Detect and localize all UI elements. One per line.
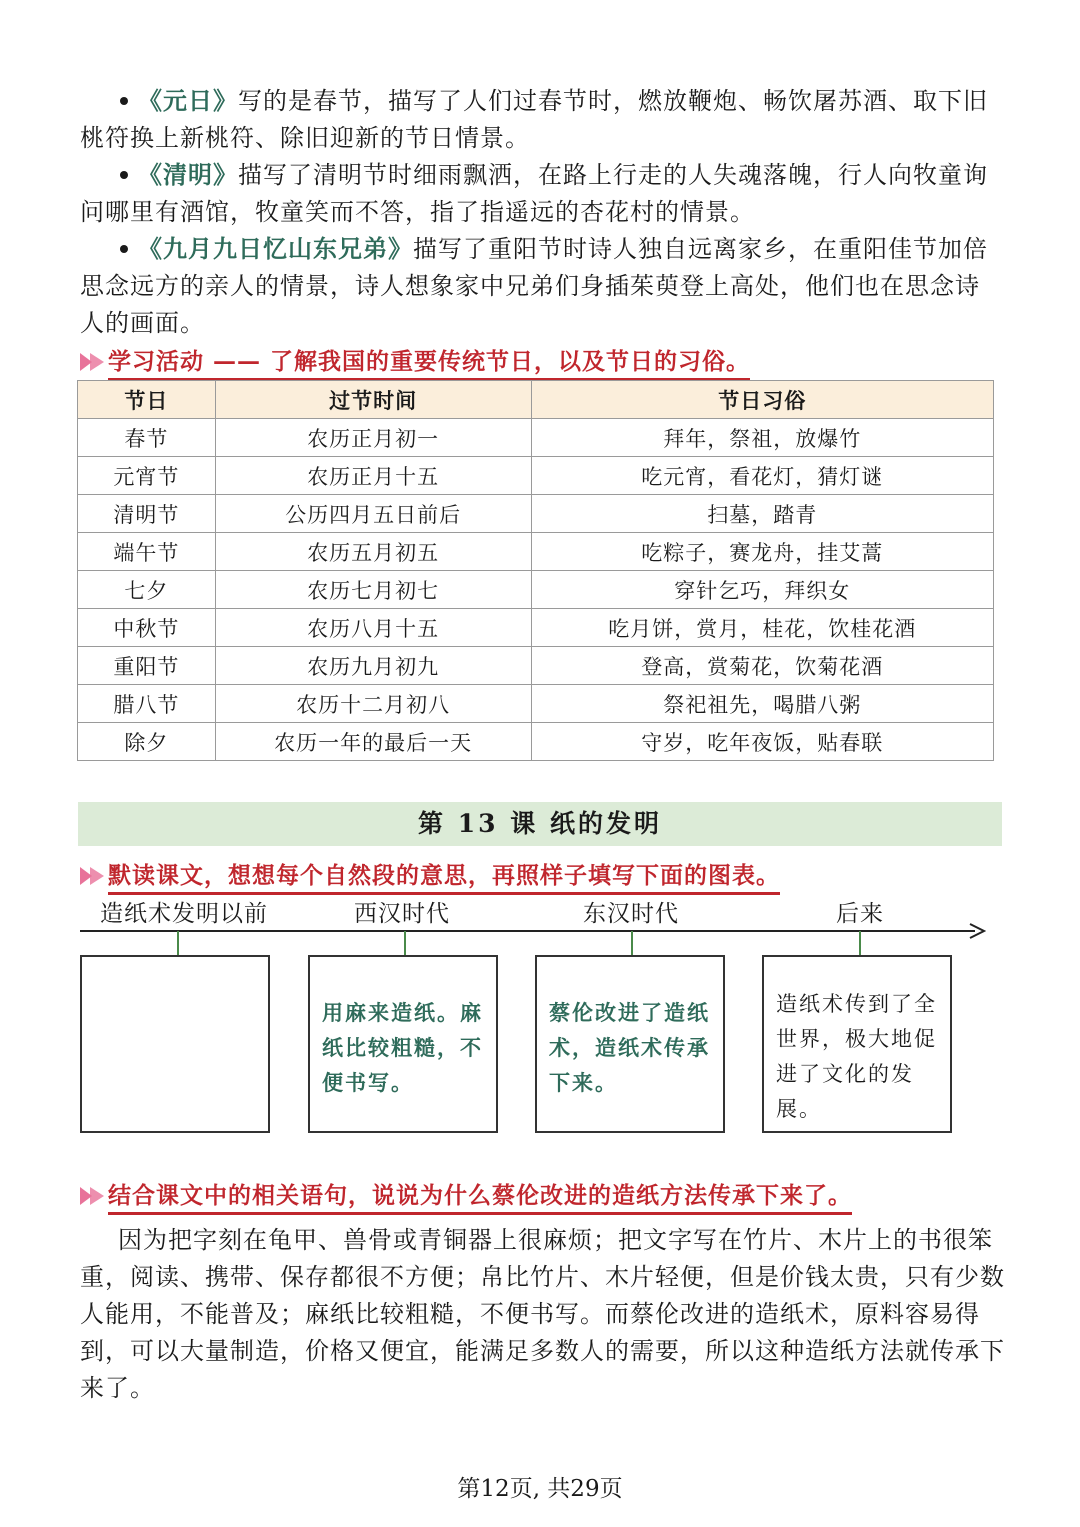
double-arrow-icon — [80, 1185, 106, 1207]
poem-title: 《元日》 — [138, 86, 238, 115]
table-cell: 扫墓，踏青 — [531, 495, 994, 533]
table-row — [78, 609, 994, 647]
column-header: 过节时间 — [215, 381, 531, 419]
table-cell: 吃元宵，看花灯，猜灯谜 — [531, 457, 994, 495]
timeline-axis — [80, 930, 975, 932]
table-header-row — [78, 381, 994, 419]
table-row — [78, 533, 994, 571]
festival-table — [77, 380, 994, 761]
answer-paragraph: 因为把字刻在龟甲、兽骨或青铜器上很麻烦；把文字写在竹片、木片上的书很笨重，阅读、携带、保存都很不方便；帛比竹片、木片轻便，但是价钱太贵，只有少数人能用，不能普及；麻纸比较粗糙，不便书写。而蔡伦改进的造纸术，原料容易得到，可以大量制造，价格又便宜，能满足多数人的需要，所以这种造纸方法就传承下来了。 — [80, 1226, 1005, 1402]
timeline-box-western-han: 用麻来造纸。麻纸比较粗糙，不便书写。 — [308, 955, 498, 1133]
bullet-icon — [120, 245, 128, 253]
table-cell: 农历正月十五 — [215, 457, 531, 495]
timeline-tick — [859, 931, 861, 955]
table-cell: 清明节 — [78, 495, 216, 533]
poem-title: 《九月九日忆山东兄弟》 — [138, 234, 413, 263]
table-cell: 农历八月十五 — [215, 609, 531, 647]
table-row — [78, 685, 994, 723]
table-row — [78, 647, 994, 685]
poem-description: 描写了清明节时细雨飘洒，在路上行走的人失魂落魄，行人向牧童询问哪里有酒馆，牧童笑而不答，指了指遥远的杏花村的情景。 — [80, 161, 988, 226]
table-cell: 农历一年的最后一天 — [215, 723, 531, 761]
table-cell: 重阳节 — [78, 647, 216, 685]
poem-description: 描写了重阳节时诗人独自远离家乡，在重阳佳节加倍思念远方的亲人的情景，诗人想象家中兄弟们身插茱萸登上高处，他们也在思念诗人的画面。 — [80, 235, 988, 337]
timeline-label-later: 后来 — [836, 901, 884, 927]
poem-paragraph-yuanri — [80, 82, 1000, 157]
table-cell: 吃月饼，赏月，桂花，饮桂花酒 — [531, 609, 994, 647]
arrow-right-icon — [968, 923, 986, 939]
lesson-title: 第 13 课 纸的发明 — [78, 802, 1002, 846]
table-cell: 守岁，吃年夜饭，贴春联 — [531, 723, 994, 761]
timeline-tick — [177, 931, 179, 955]
table-cell: 农历七月初七 — [215, 571, 531, 609]
timeline-tick — [404, 931, 406, 955]
activity-heading-question: 结合课文中的相关语句，说说为什么蔡伦改进的造纸方法传承下来了。 — [80, 1177, 852, 1215]
table-cell: 吃粽子，赛龙舟，挂艾蒿 — [531, 533, 994, 571]
table-row — [78, 571, 994, 609]
table-cell: 腊八节 — [78, 685, 216, 723]
poem-description: 写的是春节，描写了人们过春节时，燃放鞭炮、畅饮屠苏酒、取下旧桃符换上新桃符、除旧迎新的节日情景。 — [80, 87, 988, 152]
poem-paragraph-jiuyue — [80, 230, 1000, 342]
table-cell: 祭祀祖先，喝腊八粥 — [531, 685, 994, 723]
table-cell: 除夕 — [78, 723, 216, 761]
poem-title: 《清明》 — [138, 160, 238, 189]
table-row — [78, 723, 994, 761]
table-cell: 元宵节 — [78, 457, 216, 495]
table-cell: 春节 — [78, 419, 216, 457]
timeline-label-eastern-han: 东汉时代 — [583, 901, 679, 927]
double-arrow-icon — [80, 865, 106, 887]
table-cell: 登高，赏菊花，饮菊花酒 — [531, 647, 994, 685]
bullet-icon — [120, 171, 128, 179]
table-cell: 端午节 — [78, 533, 216, 571]
activity-heading-festivals: 学习活动 —— 了解我国的重要传统节日，以及节日的习俗。 — [80, 343, 750, 381]
column-header: 节日 — [78, 381, 216, 419]
table-row — [78, 419, 994, 457]
table-cell: 七夕 — [78, 571, 216, 609]
timeline-box-later: 造纸术传到了全世界，极大地促进了文化的发展。 — [762, 955, 952, 1133]
poem-paragraph-qingming — [80, 156, 1000, 231]
timeline-box-eastern-han: 蔡伦改进了造纸术，造纸术传承下来。 — [535, 955, 725, 1133]
table-cell: 农历十二月初八 — [215, 685, 531, 723]
table-cell: 穿针乞巧，拜织女 — [531, 571, 994, 609]
table-cell: 农历正月初一 — [215, 419, 531, 457]
timeline-label-before: 造纸术发明以前 — [100, 901, 268, 927]
column-header: 节日习俗 — [531, 381, 994, 419]
activity-heading-chart: 默读课文，想想每个自然段的意思，再照样子填写下面的图表。 — [80, 857, 780, 895]
table-cell: 农历九月初九 — [215, 647, 531, 685]
table-row — [78, 457, 994, 495]
table-cell: 公历四月五日前后 — [215, 495, 531, 533]
table-cell: 拜年，祭祖，放爆竹 — [531, 419, 994, 457]
table-row — [78, 495, 994, 533]
double-arrow-icon — [80, 351, 106, 373]
table-cell: 中秋节 — [78, 609, 216, 647]
timeline-box-before — [80, 955, 270, 1133]
bullet-icon — [120, 97, 128, 105]
page-number: 第12页, 共29页 — [457, 1476, 623, 1502]
timeline-label-western-han: 西汉时代 — [354, 901, 450, 927]
table-cell: 农历五月初五 — [215, 533, 531, 571]
timeline-tick — [631, 931, 633, 955]
